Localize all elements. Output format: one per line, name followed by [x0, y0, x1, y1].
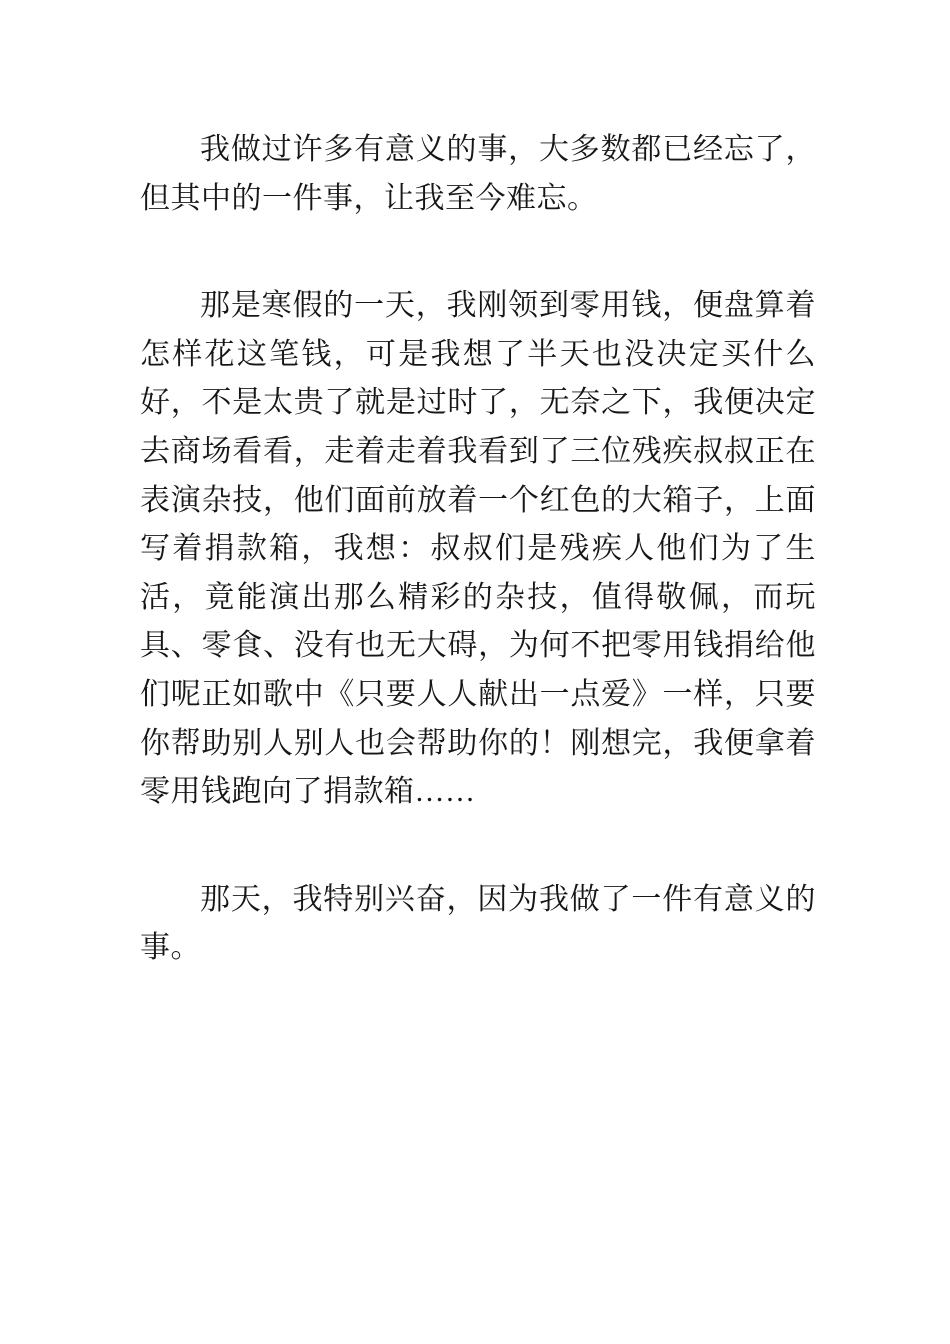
document-text-block	[140, 126, 816, 973]
paragraph-conclusion: 那天，我特别兴奋，因为我做了一件有意义的事。	[140, 882, 816, 965]
paragraph-intro: 我做过许多有意义的事，大多数都已经忘了，但其中的一件事，让我至今难忘。	[140, 133, 816, 215]
paragraph-story: 那是寒假的一天，我刚领到零用钱，便盘算着怎样花这笔钱，可是我想了半天也没决定买什么好，不是太贵了就是过时了，无奈之下，我便决定去商场看看，走着走着我看到了三位残疾叔叔正在表演杂技，他们面前放着一个红色的大箱子，上面写着捐款箱，我想：叔叔们是残疾人他们为了生活，竟能演出那么精彩的杂技，值得敬佩，而玩具、零食、没有也无大碍，为何不把零用钱捐给他们呢正如歌中《只要人人献出一点爱》一样，只要你帮助别人别人也会帮助你的！刚想完，我便拿着零用钱跑向了捐款箱……	[140, 289, 816, 809]
